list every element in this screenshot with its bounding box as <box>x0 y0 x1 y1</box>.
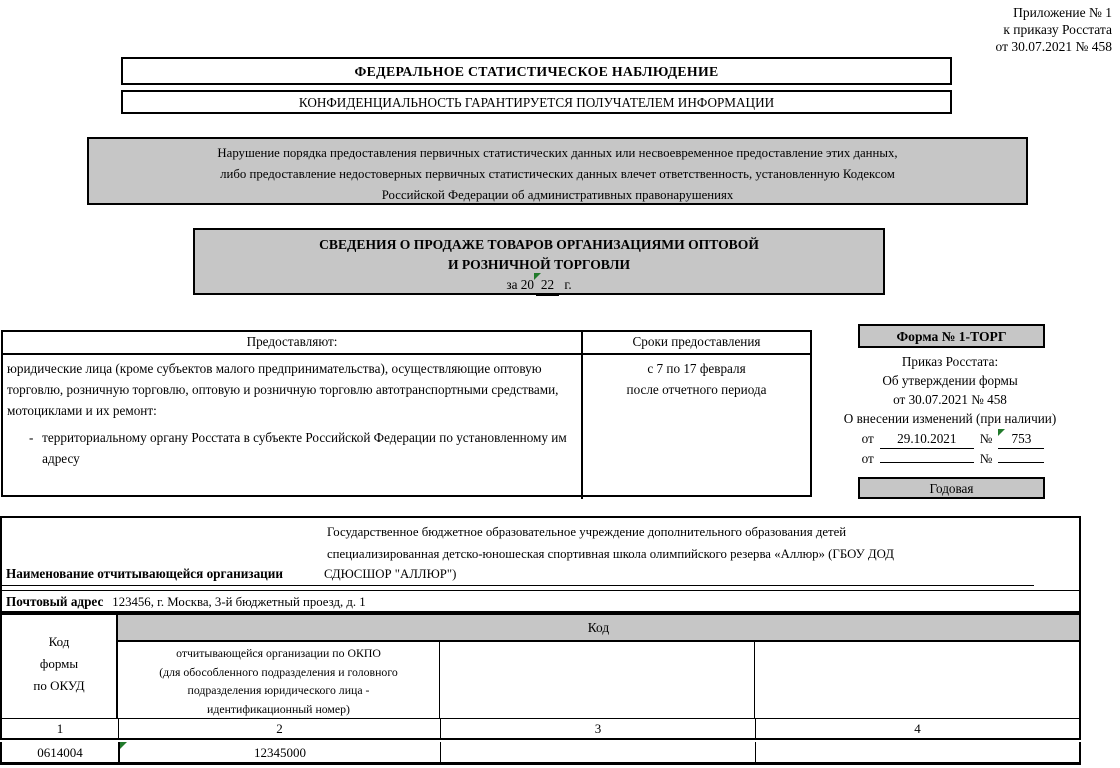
deadlines-body-cell <box>581 355 810 499</box>
postal-address-label: Почтовый адрес <box>6 594 104 609</box>
okpo-value-cell[interactable]: 12345000 <box>118 742 440 765</box>
deadline-line: после отчетного периода <box>626 382 767 397</box>
okpo-header-line: идентификационный номер) <box>207 701 350 716</box>
order-line: Об утверждении формы <box>882 373 1018 388</box>
column-number-cell: 2 <box>118 718 440 740</box>
year-field[interactable]: 22 <box>536 275 559 296</box>
org-name-line: Государственное бюджетное образовательное учреждение дополнительного образования детей <box>327 525 847 539</box>
report-year-line <box>195 275 883 296</box>
empty-value-cell-4[interactable] <box>755 742 1081 765</box>
amendment-row-1 <box>822 429 1078 448</box>
org-name-line: специализированная детско-юношеская спортивная школа олимпийского резерва «Аллюр» (ГБОУ ДОД <box>327 547 894 561</box>
empty-header-cell-3 <box>440 642 755 718</box>
row-divider <box>2 590 1079 591</box>
okud-value-cell[interactable]: 0614004 <box>0 742 118 765</box>
postal-address-field[interactable]: 123456, г. Москва, 3-й бюджетный проезд, д. 1 <box>108 595 1032 613</box>
empty-value-cell-3[interactable] <box>440 742 755 765</box>
amendment-number-field[interactable]: 753 <box>998 429 1044 449</box>
okpo-header-line: (для обособленного подразделения и головного <box>159 664 398 679</box>
okud-header-line: по ОКУД <box>33 678 85 693</box>
cell-comment-marker <box>998 429 1005 436</box>
appendix-line: Приложение № 1 <box>1013 5 1112 20</box>
org-name-row <box>2 566 1034 586</box>
providers-body-cell <box>3 355 581 499</box>
federal-observation-header: ФЕДЕРАЛЬНОЕ СТАТИСТИЧЕСКОЕ НАБЛЮДЕНИЕ <box>121 57 952 85</box>
from-label: от <box>861 431 874 446</box>
providers-header-cell: Предоставляют: <box>246 334 338 349</box>
providers-table-header <box>3 332 810 355</box>
amendment-number-field-empty[interactable] <box>998 462 1044 463</box>
organization-section <box>0 516 1081 613</box>
list-dash: - <box>29 430 34 445</box>
amendments-label: О внесении изменений (при наличии) <box>843 411 1057 426</box>
providers-table-body <box>3 355 810 499</box>
cell-comment-marker <box>120 742 127 749</box>
okpo-header-line: отчитывающейся организации по ОКПО <box>176 646 381 660</box>
deadlines-header-cell: Сроки предоставления <box>581 332 810 353</box>
org-name-label: Наименование отчитывающейся организации <box>6 566 283 581</box>
form-number-badge: Форма № 1-ТОРГ <box>858 324 1045 348</box>
postal-address-row <box>6 594 1032 613</box>
amendment-date-field[interactable]: 29.10.2021 <box>880 429 974 449</box>
warning-line: Нарушение порядка предоставления первичных статистических данных или несвоевременное предоставление этих данных, <box>217 146 898 160</box>
year-prefix: за 20 <box>506 277 534 292</box>
form-title-box <box>193 228 885 295</box>
warning-line: либо предоставление недостоверных первичных статистических данных влечет ответственность, установленную Кодексом <box>220 167 895 181</box>
column-number-cell: 3 <box>440 718 755 740</box>
appendix-line: к приказу Росстата <box>1003 22 1112 37</box>
order-line: Приказ Росстата: <box>901 354 999 369</box>
rosstat-order-panel <box>822 352 1078 468</box>
list-item-text: территориальному органу Росстата в субъекте Российской Федерации по установленному им адресу <box>42 430 567 466</box>
okpo-header-line: подразделения юридического лица - <box>187 683 370 697</box>
providers-text: юридические лица (кроме субъектов малого предпринимательства), осуществляющие оптовую торговлю, розничную торговлю, оптовую и розничную торговлю автотранспортными средствами, мотоциклами и их ремонт: <box>7 361 559 418</box>
okpo-header-cell <box>118 642 440 718</box>
providers-table <box>1 330 812 497</box>
form-title-line: И РОЗНИЧНОЙ ТОРГОВЛИ <box>447 257 631 272</box>
warning-line: Российской Федерации об административных правонарушениях <box>381 188 734 202</box>
code-table <box>0 613 1081 768</box>
confidentiality-header: КОНФИДЕНЦИАЛЬНОСТЬ ГАРАНТИРУЕТСЯ ПОЛУЧАТЕЛЕМ ИНФОРМАЦИИ <box>121 90 952 114</box>
amendment-date-field-empty[interactable] <box>880 462 974 463</box>
from-label: от <box>861 451 874 466</box>
org-name-field[interactable]: СДЮСШОР "АЛЛЮР") <box>324 567 457 581</box>
okud-header-line: формы <box>39 656 79 671</box>
column-number-cell: 4 <box>755 718 1081 740</box>
providers-list-item <box>7 427 573 469</box>
deadline-line: с 7 по 17 февраля <box>647 361 746 376</box>
number-sign-label: № <box>979 451 993 466</box>
periodicity-badge: Годовая <box>858 477 1045 499</box>
order-line: от 30.07.2021 № 458 <box>893 392 1007 407</box>
amendment-row-2 <box>822 449 1078 468</box>
empty-header-cell-4 <box>755 642 1081 718</box>
appendix-line: от 30.07.2021 № 458 <box>995 39 1112 54</box>
okud-header-line: Код <box>48 634 70 649</box>
cell-comment-marker <box>534 273 541 280</box>
appendix-note <box>996 4 1112 55</box>
code-header-band: Код <box>118 613 1081 642</box>
year-suffix: г. <box>564 277 572 292</box>
okud-header-cell <box>0 613 118 718</box>
violation-warning-box <box>87 137 1028 205</box>
number-sign-label: № <box>979 431 993 446</box>
form-title-line: СВЕДЕНИЯ О ПРОДАЖЕ ТОВАРОВ ОРГАНИЗАЦИЯМИ ОПТОВОЙ <box>319 237 759 252</box>
column-number-cell: 1 <box>0 718 118 740</box>
